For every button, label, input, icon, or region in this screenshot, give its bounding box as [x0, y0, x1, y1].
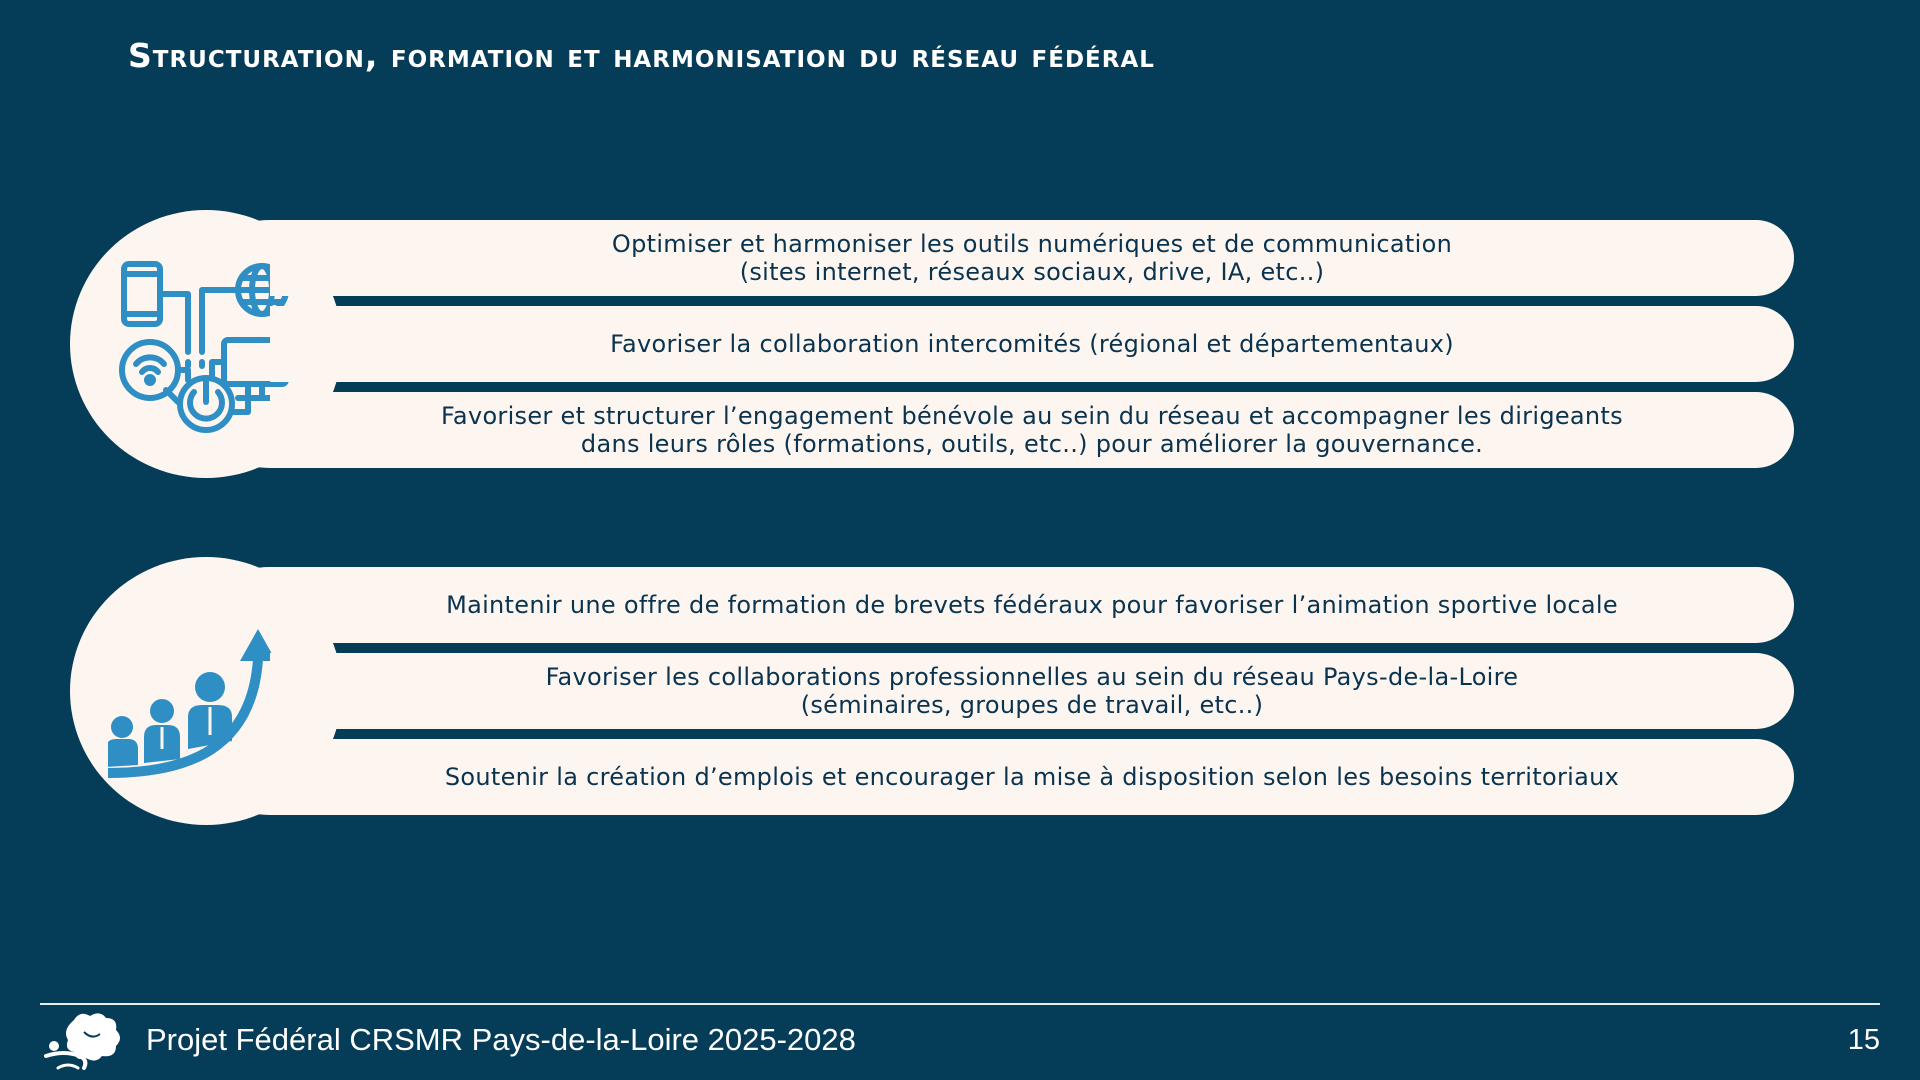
- objective-text: Soutenir la création d’emplois et encourager la mise à disposition selon les besoins territoriaux: [444, 763, 1620, 791]
- group-digital: [0, 210, 1920, 478]
- objective-text: Maintenir une offre de formation de brevets fédéraux pour favoriser l’animation sportive locale: [446, 591, 1618, 619]
- objective-pill: [270, 739, 1794, 815]
- group-training: [0, 557, 1920, 825]
- objective-text: Favoriser les collaborations professionnelles au sein du réseau Pays-de-la-Loire (séminaires, groupes de travail, etc..): [545, 663, 1519, 719]
- objective-pill: [270, 392, 1794, 468]
- objective-text: Optimiser et harmoniser les outils numériques et de communication (sites internet, réseaux sociaux, drive, IA, etc..): [611, 230, 1453, 286]
- objective-text: Favoriser la collaboration intercomités (régional et départementaux): [610, 330, 1454, 358]
- footer-divider: [40, 1003, 1880, 1005]
- objective-text: Favoriser et structurer l’engagement bénévole au sein du réseau et accompagner les dirigeants dans leurs rôles (formations, outils, etc..) pour améliorer la gouvernance.: [441, 402, 1623, 458]
- page-number: 15: [1847, 1024, 1880, 1056]
- footer-text: Projet Fédéral CRSMR Pays-de-la-Loire 2025-2028: [146, 1022, 856, 1057]
- objective-pill: [270, 653, 1794, 729]
- objective-pill: [270, 220, 1794, 296]
- objective-pill: [270, 567, 1794, 643]
- objective-pill: [270, 306, 1794, 382]
- crsmr-logo-icon: [44, 1010, 124, 1074]
- slide-title: Structuration, formation et harmonisation du réseau fédéral: [128, 36, 1155, 75]
